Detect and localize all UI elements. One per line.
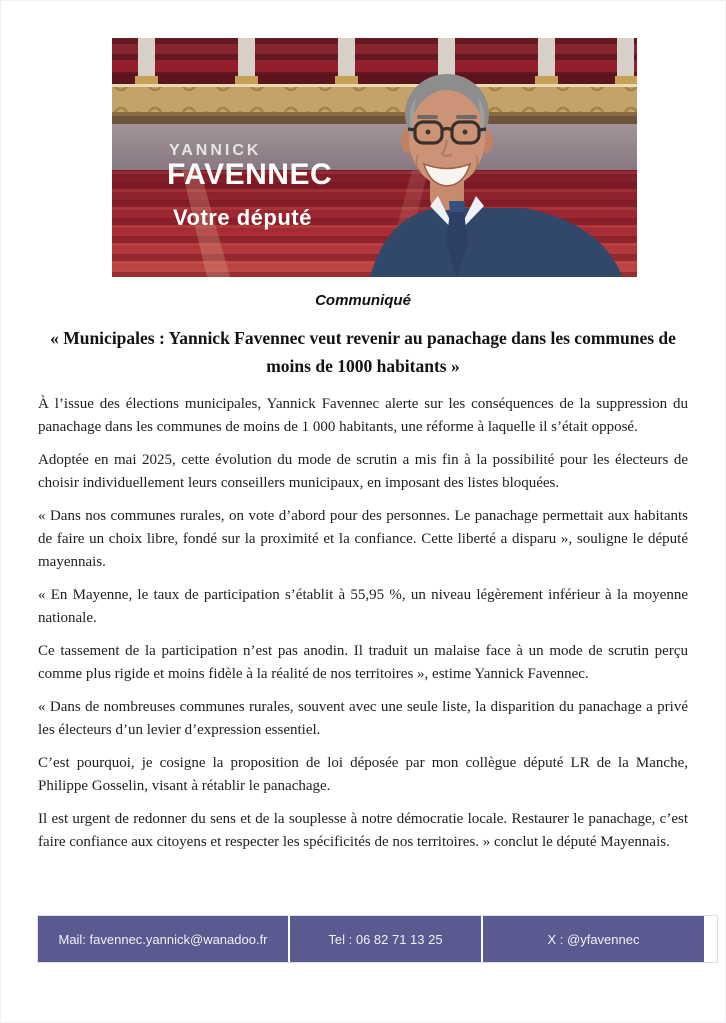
hero-name-last: FAVENNEC	[167, 158, 333, 191]
footer-email: Mail: favennec.yannick@wanadoo.fr	[38, 916, 288, 962]
footer-x-handle: X : @yfavennec	[483, 916, 704, 962]
body-paragraph: Ce tassement de la participation n’est pas anodin. Il traduit un malaise face à un mode de scrutin perçu comme plus rigide et moins fidèle à la réalité de nos territoires », estime Yannick Favennec.	[38, 643, 688, 682]
body-paragraph: Adoptée en mai 2025, cette évolution du mode de scrutin a mis fin à la possibilité pour les électeurs de choisir individuellement leurs conseillers municipaux, en imposant des listes bloquées.	[38, 452, 688, 491]
body-paragraph: À l’issue des élections municipales, Yannick Favennec alerte sur les conséquences de la suppression du panachage dans les communes de moins de 1 000 habitants, une réforme à laquelle il s’était opposé.	[38, 396, 688, 435]
body-paragraph: « Dans de nombreuses communes rurales, souvent avec une seule liste, la disparition du panachage a privé les électeurs d’un levier d’expression essentiel.	[38, 699, 688, 738]
hero-name-first: YANNICK	[169, 142, 262, 159]
gallery-band	[112, 38, 637, 90]
gold-frieze	[112, 84, 637, 124]
footer-contact-outline	[37, 915, 718, 963]
hero-banner-photo	[112, 38, 637, 277]
kicker-communique: Communiqué	[315, 292, 411, 309]
hero-tagline: Votre député	[173, 205, 312, 230]
headline: « Municipales : Yannick Favennec veut revenir au panachage dans les communes de moins de 1000 habitants »	[50, 328, 676, 376]
body-copy	[38, 393, 688, 864]
footer-contact-bar	[38, 916, 704, 962]
body-paragraph: Il est urgent de redonner du sens et de la souplesse à notre démocratie locale. Restaurer le panachage, c’est faire confiance aux citoyens et respecter les spécificités de nos territoires. » conclut le député Mayennais.	[38, 811, 688, 850]
footer-phone: Tel : 06 82 71 13 25	[290, 916, 481, 962]
body-paragraph: « En Mayenne, le taux de participation s’établit à 55,95 %, un niveau légèrement inférieur à la moyenne nationale.	[38, 587, 688, 626]
body-paragraph: C’est pourquoi, je cosigne la proposition de loi déposée par mon collègue député LR de la Manche, Philippe Gosselin, visant à rétablir le panachage.	[38, 755, 688, 794]
body-paragraph: « Dans nos communes rurales, on vote d’abord pour des personnes. Le panachage permettait aux habitants de faire un choix libre, fondé sur la proximité et la confiance. Cette liberté a disparu », souligne le député mayennais.	[38, 508, 688, 570]
